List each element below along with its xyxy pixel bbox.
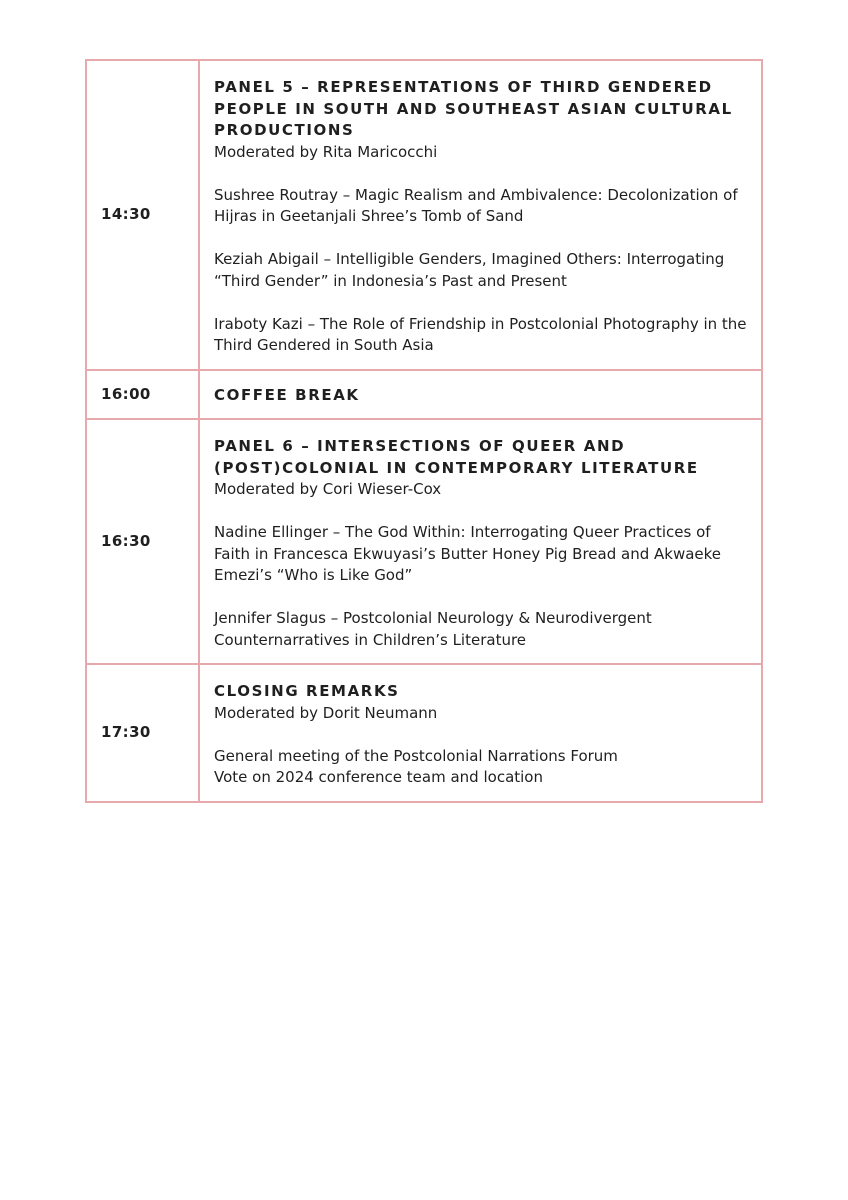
session-cell xyxy=(199,60,762,370)
session-title: PANEL 6 – INTERSECTIONS OF QUEER AND (POST)COLONIAL IN CONTEMPORARY LITERATURE xyxy=(214,437,699,477)
schedule-row-coffee-break xyxy=(86,370,762,420)
session-cell xyxy=(199,419,762,664)
time-cell: 16:30 xyxy=(86,419,199,664)
session-title: PANEL 5 – REPRESENTATIONS OF THIRD GENDERED PEOPLE IN SOUTH AND SOUTHEAST ASIAN CULTURAL PRODUCTIONS xyxy=(214,78,733,139)
session-title: COFFEE BREAK xyxy=(214,385,360,404)
schedule-row-panel-6 xyxy=(86,419,762,664)
paper-entry: Keziah Abigail – Intelligible Genders, Imagined Others: Interrogating “Third Gender” in Indonesia’s Past and Present xyxy=(214,250,725,290)
detail-line: General meeting of the Postcolonial Narrations Forum xyxy=(214,746,618,765)
paper-entry: Nadine Ellinger – The God Within: Interrogating Queer Practices of Faith in Francesca Ekwuyasi’s Butter Honey Pig Bread and Akwaeke Emezi’s “Who is Like God” xyxy=(214,523,722,584)
time-cell: 17:30 xyxy=(86,664,199,802)
schedule-table xyxy=(85,59,763,803)
closing-details xyxy=(214,746,749,789)
paper-entry: Iraboty Kazi – The Role of Friendship in Postcolonial Photography in the Third Gendered in South Asia xyxy=(214,314,747,354)
session-moderator: Moderated by Rita Maricocchi xyxy=(214,142,438,161)
detail-line: Vote on 2024 conference team and location xyxy=(214,768,543,786)
session-cell xyxy=(199,370,762,420)
schedule-row-panel-5 xyxy=(86,60,762,370)
session-cell xyxy=(199,664,762,802)
paper-entry: Sushree Routray – Magic Realism and Ambivalence: Decolonization of Hijras in Geetanjali Shree’s Tomb of Sand xyxy=(214,185,738,225)
session-moderator: Moderated by Dorit Neumann xyxy=(214,703,438,722)
session-moderator: Moderated by Cori Wieser-Cox xyxy=(214,480,442,498)
time-cell: 16:00 xyxy=(86,370,199,420)
schedule-row-closing xyxy=(86,664,762,802)
paper-entry: Jennifer Slagus – Postcolonial Neurology & Neurodivergent Counternarratives in Children’s Literature xyxy=(214,609,652,649)
time-cell: 14:30 xyxy=(86,60,199,370)
session-title: CLOSING REMARKS xyxy=(214,682,400,700)
